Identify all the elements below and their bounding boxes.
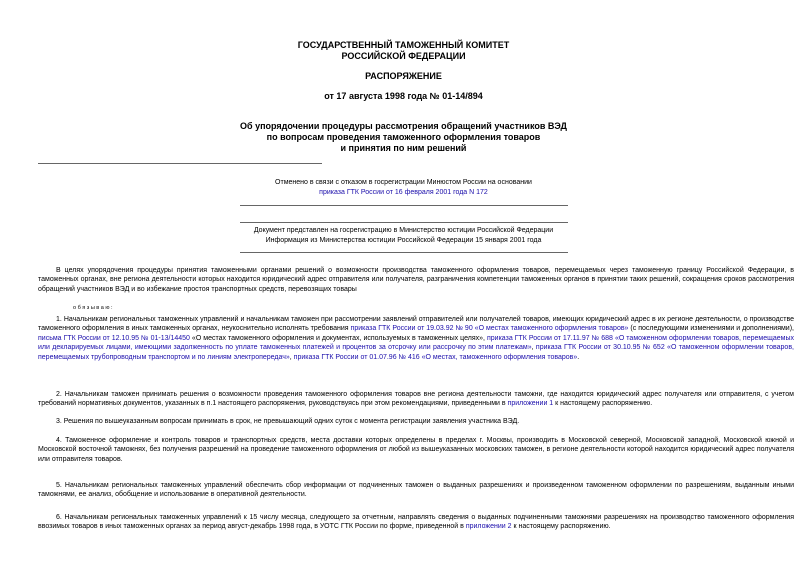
paragraph-1: [38, 315, 794, 362]
link-letter-14450[interactable]: письма ГТК России от 12.10.95 № 01-13/14450: [38, 334, 190, 342]
doc-title: [0, 121, 807, 154]
divider-registration-bottom: [240, 252, 568, 253]
obligate-label: о б я з ы в а ю :: [73, 305, 113, 311]
paragraph-3: [38, 417, 794, 426]
paragraph-6-text: к настоящему распоряжению.: [511, 523, 611, 531]
status-note: [0, 178, 807, 198]
paragraph-2-text: к настоящему распоряжению.: [553, 400, 653, 408]
status-note-text: Отменено в связи с отказом в госрегистрации Минюстом России на основании: [275, 179, 532, 186]
link-order-416[interactable]: приказа ГТК России от 01.07.96 № 416 «О местах, таможенного оформления товаров»: [293, 353, 578, 361]
divider-registration-top: [240, 222, 568, 223]
paragraph-1-text: .: [577, 353, 580, 361]
registration-note: [0, 226, 807, 246]
paragraph-2-text: 2. Начальникам таможен принимать решения о возможности проведения таможенного оформления товаров вне региона деятельности таможни, где находится юридический адрес получателя или отправителя, с учетом требований нормативных документов, указанных в п.1 настоящего распоряжения, руководствуясь при этом рекомендациями, приведенными в: [38, 391, 794, 408]
doc-title-line2: по вопросам проведения таможенного оформления товаров: [266, 132, 541, 142]
link-order-652[interactable]: приказа ГТК России от 30.10.95 № 652 «О таможенном оформлении товаров, перемещаемых трубопроводным транспортом и по линиям электропередач»: [38, 344, 794, 361]
link-order-90[interactable]: приказа ГТК России от 19.03.92 № 90 «О местах таможенного оформления товаров»: [350, 325, 629, 333]
paragraph-1-text: 1. Начальникам региональных таможенных управлений и начальникам таможен при рассмотрении заявлений отправителей или получателей товаров, имеющих юридический адрес в их регионе деятельности, о производстве таможенного оформления в иных таможенных органах, неукоснительно исполнять требования: [38, 316, 794, 333]
registration-note-line2: Информация из Министерства юстиции Российской Федерации 15 января 2001 года: [265, 237, 542, 244]
doc-type: РАСПОРЯЖЕНИЕ: [365, 71, 442, 81]
paragraph-6: [38, 513, 794, 532]
paragraph-1-text: ,: [531, 344, 536, 352]
preamble-text: В целях упорядочения процедуры принятия таможенными органами решений о возможности производства таможенного оформления товаров, перемещаемых через таможенную границу Российской Федерации, в таможенных органах, вне региона деятельности которых находится юридический адрес отправителя или получателя, разграничения компетенции таможенных органов в принятии таких решений, сокращения сроков рассмотрения обращений участников ВЭД и во избежание простоя транспортных средств, перевозящих товары: [38, 267, 794, 293]
link-appendix-1[interactable]: приложении 1: [507, 400, 554, 408]
status-note-link[interactable]: приказа ГТК России от 16 февраля 2001 года N 172: [319, 189, 488, 196]
paragraph-1-text: (с последующими изменениями и дополнениями),: [628, 325, 794, 333]
paragraph-6-text: 6. Начальникам региональных таможенных управлений к 15 числу месяца, следующего за отчетным, направлять сведения о выданных подчиненными таможнями разрешениях на производство таможенного оформления ввозимых товаров в иных таможенных органах за период август-декабрь 1998 года, в УОТС ГТК России по форме, приведенной в: [38, 514, 794, 531]
paragraph-2: [38, 390, 794, 409]
link-order-688[interactable]: приказа ГТК России от 17.11.97 № 688 «О таможенном оформлении товаров, перемещаемых или декларируемых лицами, имеющими задолженность по уплате таможенных платежей и процентов за отсрочку или рассрочку по этим платежам»: [38, 334, 794, 352]
link-appendix-2[interactable]: приложении 2: [465, 523, 512, 531]
doc-title-line3: и принятия по ним решений: [340, 143, 467, 153]
paragraph-5: [38, 481, 794, 500]
paragraph-4-text: 4. Таможенное оформление и контроль товаров и транспортных средств, места доставки которых определены в пределах г. Москвы, производить в Московской северной, Московской западной, Московской южной и Московской восточной таможнях, без получения разрешений на проведение таможенного оформления от любой из вышеуказанных московских таможен, в регионе деятельности которой находится юридический адрес получателя или отправителя товаров.: [38, 437, 794, 463]
paragraph-3-text: 3. Решения по вышеуказанным вопросам принимать в срок, не превышающий одних суток с момента регистрации заявления участника ВЭД.: [56, 418, 520, 425]
paragraph-5-text: 5. Начальникам региональных таможенных управлений обеспечить сбор информации от подчиненных таможен о выданных разрешениях и произведенном таможенном оформлении по разрешениям, выданным иными таможнями, ее анализ, обобщение и использование в оперативной деятельности.: [38, 482, 794, 499]
org-name-line2: РОССИЙСКОЙ ФЕДЕРАЦИИ: [341, 51, 466, 61]
registration-note-line1: Документ представлен на госрегистрацию в Министерство юстиции Российской Федерации: [253, 227, 554, 234]
paragraph-1-text: «О местах таможенного оформления и документах, используемых в таможенных целях»,: [189, 334, 487, 342]
doc-date-number: от 17 августа 1998 года № 01-14/894: [324, 91, 483, 101]
document-header: [0, 40, 807, 62]
paragraph-1-text: ,: [289, 353, 294, 361]
paragraph-4: [38, 436, 794, 464]
divider-status-bottom: [240, 205, 568, 206]
preamble: [38, 266, 794, 294]
doc-title-line1: Об упорядочении процедуры рассмотрения обращений участников ВЭД: [240, 121, 567, 131]
org-name-line1: ГОСУДАРСТВЕННЫЙ ТАМОЖЕННЫЙ КОМИТЕТ: [297, 40, 510, 50]
divider-short: [38, 163, 322, 164]
